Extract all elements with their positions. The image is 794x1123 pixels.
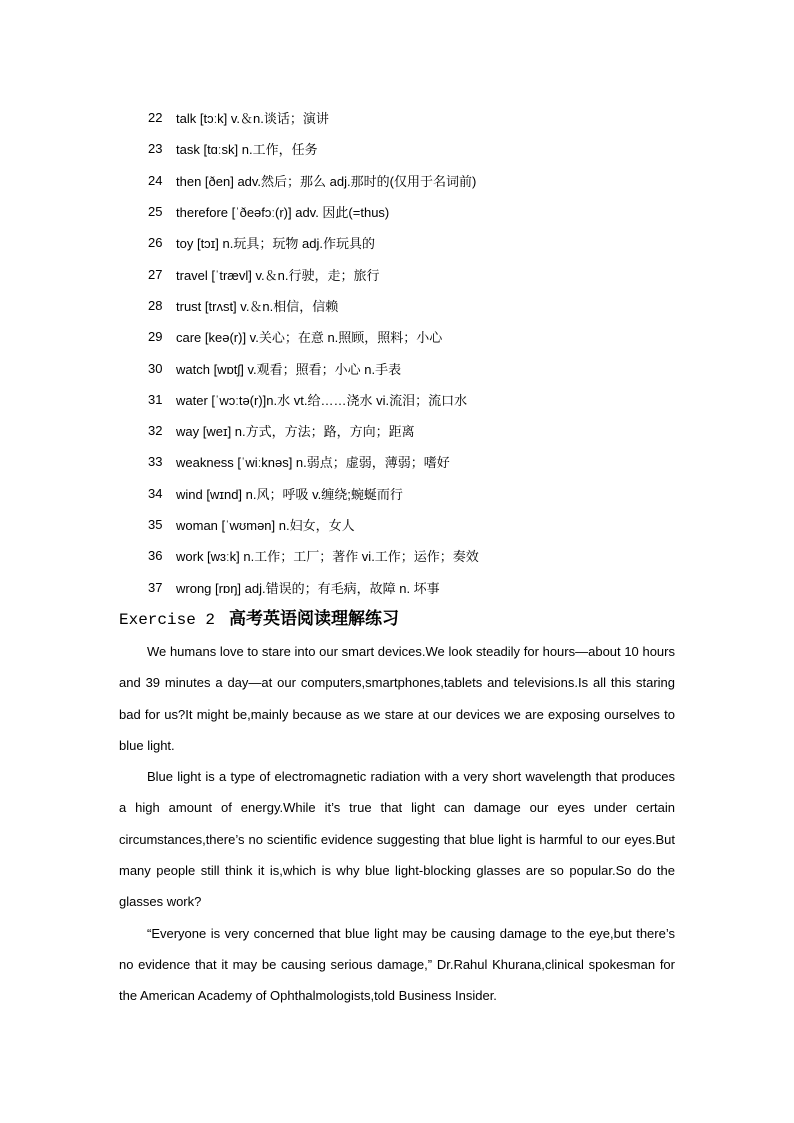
vocab-entry: weakness [ˈwiːknəs] n.弱点；虚弱，薄弱；嗜好 [176,455,450,471]
vocab-entry: travel [ˈtrævl] v.＆n.行驶，走；旅行 [176,267,380,283]
vocab-number: 37 [148,579,163,595]
vocab-item [148,478,708,509]
vocab-entry: talk [tɔːk] v.＆n.谈话；演讲 [176,111,329,127]
reading-passage [119,636,675,1012]
passage-paragraph: We humans love to stare into our smart devices.We look steadily for hours—about 10 hours and 39 minutes a day—at our computers,smartphones,tablets and televisions.Is all this staring bad for us?It might be,mainly because as we stare at our devices we are exposing ourselves to blue light. [119,644,675,753]
vocab-entry: wind [wɪnd] n.风；呼吸 v.缠绕;蜿蜒而行 [176,486,403,502]
vocab-entry: way [weɪ] n.方式，方法；路，方向；距离 [176,424,415,440]
vocab-item [148,258,708,289]
vocab-item [148,571,708,602]
vocab-entry: water [ˈwɔːtə(r)]n.水 vt.给……浇水 vi.流泪；流口水 [176,392,468,408]
exercise-title: 高考英语阅读理解练习 [229,609,400,629]
vocab-entry: toy [tɔɪ] n.玩具；玩物 adj.作玩具的 [176,236,375,252]
vocab-item [148,540,708,571]
vocab-item [148,165,708,196]
vocab-number: 23 [148,141,163,157]
vocab-item [148,384,708,415]
vocab-item [148,446,708,477]
vocab-number: 31 [148,391,163,407]
vocab-entry: care [keə(r)] v.关心；在意 n.照顾，照料；小心 [176,330,443,346]
vocab-number: 33 [148,454,163,470]
vocab-entry: work [wɜːk] n.工作；工厂；著作 vi.工作；运作；奏效 [176,549,479,565]
vocab-number: 29 [148,329,163,345]
vocab-entry: trust [trʌst] v.＆n.相信，信赖 [176,298,339,314]
vocab-entry: watch [wɒtʃ] v.观看；照看；小心 n.手表 [176,361,402,377]
exercise-heading [119,604,399,629]
vocab-item [148,102,708,133]
passage-paragraph: “Everyone is very concerned that blue light may be causing damage to the eye,but there’s no evidence that it may be causing serious damage,” Dr.Rahul Khurana,clinical spokesman for the American Academy of Ophthalmologists,told Business Insider. [119,925,675,1004]
vocab-item [148,196,708,227]
passage-paragraph: Blue light is a type of electromagnetic radiation with a very short wavelength that produces a high amount of energy.While it’s true that light can damage our eyes under certain circumstances,there’s no scientific evidence suggesting that blue light is harmful to our eyes.But many people still think it is,which is why blue light-blocking glasses are so popular.So do the glasses work? [119,769,675,910]
vocab-number: 24 [148,172,163,188]
vocab-number: 30 [148,360,163,376]
vocab-entry: wrong [rɒŋ] adj.错误的；有毛病，故障 n. 坏事 [176,580,440,596]
vocab-entry: task [tɑːsk] n.工作，任务 [176,142,318,158]
vocab-number: 32 [148,423,163,439]
vocab-item [148,352,708,383]
vocab-number: 27 [148,266,163,282]
vocab-entry: therefore [ˈðeəfɔː(r)] adv. 因此(=thus) [176,205,390,221]
vocab-entry: then [ðen] adv.然后；那么 adj.那时的(仅用于名词前) [176,173,477,189]
vocab-entry: woman [ˈwʊmən] n.妇女，女人 [176,518,355,533]
vocab-item [148,290,708,321]
vocab-number: 22 [148,110,163,126]
vocab-number: 25 [148,204,163,220]
vocab-number: 28 [148,297,163,313]
vocab-item [148,227,708,258]
vocab-item [148,133,708,164]
vocab-item [148,509,708,540]
vocab-number: 35 [148,517,163,532]
vocab-item [148,415,708,446]
vocabulary-list [148,102,708,603]
exercise-label: Exercise 2 [119,611,216,629]
vocab-number: 26 [148,235,163,251]
vocab-item [148,321,708,352]
vocab-number: 34 [148,485,163,501]
vocab-number: 36 [148,548,163,564]
